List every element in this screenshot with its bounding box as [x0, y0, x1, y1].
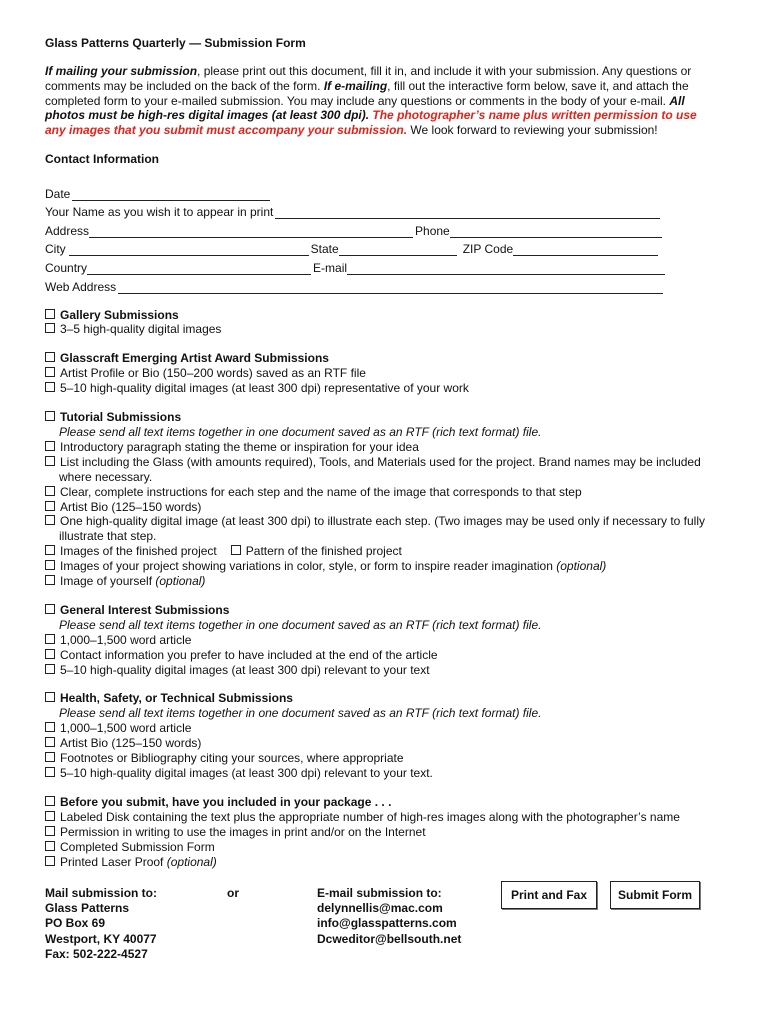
- health-heading: Health, Safety, or Technical Submissions: [60, 691, 293, 706]
- tutorial-item: Introductory paragraph stating the theme or inspiration for your idea: [60, 439, 419, 454]
- tutorial-item-checkbox[interactable]: [45, 441, 55, 451]
- tutorial-item-checkbox[interactable]: [45, 575, 55, 585]
- tutorial-item-checkbox[interactable]: [45, 501, 55, 511]
- general-item: Contact information you prefer to have included at the end of the article: [60, 647, 438, 662]
- tutorial-item-checkbox[interactable]: [45, 560, 55, 570]
- web-field[interactable]: [118, 281, 663, 294]
- gallery-item-checkbox[interactable]: [45, 323, 55, 333]
- tutorial-item-checkbox[interactable]: [45, 515, 55, 525]
- email-address-link[interactable]: Dcweditor@bellsouth.net: [317, 931, 462, 946]
- gallery-checkbox[interactable]: [45, 309, 55, 319]
- health-note: Please send all text items together in one document saved as an RTF (rich text format) file.: [59, 706, 542, 721]
- tutorial-item-checkbox[interactable]: [45, 486, 55, 496]
- tutorial-note: Please send all text items together in one document saved as an RTF (rich text format) file.: [59, 424, 542, 439]
- form-title: Glass Patterns Quarterly — Submission Form: [45, 36, 306, 50]
- address-field[interactable]: [89, 225, 413, 238]
- city-row: [45, 238, 715, 257]
- date-field[interactable]: [72, 188, 270, 201]
- web-label: Web Address: [45, 279, 117, 294]
- mail-line: Glass Patterns: [45, 901, 130, 916]
- name-label: Your Name as you wish it to appear in print: [45, 205, 274, 220]
- tutorial-item: One high-quality digital image (at least 300 dpi) to illustrate each step. (Two images may be used only if necessary to fully: [60, 514, 705, 529]
- general-item-checkbox[interactable]: [45, 634, 55, 644]
- tutorial-item-continued: illustrate that step.: [59, 529, 157, 544]
- checklist-item: Printed Laser Proof: [60, 854, 164, 869]
- checklist-item-checkbox[interactable]: [45, 856, 55, 866]
- intro-closing: We look forward to reviewing your submission!: [407, 123, 658, 138]
- health-section: [45, 691, 715, 780]
- mail-address-block: [45, 886, 157, 962]
- health-item-checkbox[interactable]: [45, 737, 55, 747]
- email-address-block: [317, 886, 461, 947]
- tutorial-heading: Tutorial Submissions: [60, 410, 182, 425]
- checklist-section: [45, 795, 715, 870]
- tutorial-item-checkbox[interactable]: [231, 545, 241, 555]
- general-item: 5–10 high-quality digital images (at least 300 dpi) relevant to your text: [60, 662, 430, 677]
- country-label: Country: [45, 260, 88, 275]
- tutorial-item: Images of your project showing variations in color, style, or form to inspire reader imagination: [60, 559, 553, 574]
- intro-mailing-text: , please print out this document, fill it in, and include it with your submission. Any questions or comments may be included on the back of the form.: [45, 64, 692, 93]
- health-item: Footnotes or Bibliography citing your sources, where appropriate: [60, 751, 404, 766]
- health-item-checkbox[interactable]: [45, 767, 55, 777]
- glasscraft-section: [45, 351, 715, 396]
- intro-paragraph: [45, 64, 715, 138]
- tutorial-item: Pattern of the finished project: [245, 544, 402, 559]
- mail-heading: Mail submission to:: [45, 886, 158, 900]
- glasscraft-item-checkbox[interactable]: [45, 382, 55, 392]
- email-label: E-mail: [313, 260, 348, 275]
- or-label: or: [227, 886, 239, 900]
- tutorial-item-checkbox[interactable]: [45, 456, 55, 466]
- optional-tag: (optional): [155, 574, 206, 589]
- mail-line: Fax: 502-222-4527: [45, 946, 148, 961]
- tutorial-item-continued: where necessary.: [59, 469, 153, 484]
- address-row: [45, 219, 715, 238]
- footer: [45, 883, 715, 973]
- checklist-item-checkbox[interactable]: [45, 826, 55, 836]
- optional-tag: (optional): [166, 854, 217, 869]
- phone-label: Phone: [415, 223, 450, 238]
- general-item: 1,000–1,500 word article: [60, 632, 192, 647]
- intro-permission-note: The photographer’s name plus written permission to use any images that you submit must accompany your submission.: [45, 108, 697, 138]
- tutorial-item: List including the Glass (with amounts required), Tools, and Materials used for the project. Brand names may be included: [60, 454, 701, 469]
- general-item-checkbox[interactable]: [45, 649, 55, 659]
- tutorial-item: Images of the finished project: [60, 544, 217, 559]
- tutorial-checkbox[interactable]: [45, 411, 55, 421]
- general-heading: General Interest Submissions: [60, 602, 230, 617]
- general-item-checkbox[interactable]: [45, 664, 55, 674]
- general-note: Please send all text items together in one document saved as an RTF (rich text format) file.: [59, 617, 542, 632]
- submission-form: [45, 36, 715, 869]
- contact-heading: Contact Information: [45, 151, 159, 166]
- tutorial-item: Artist Bio (125–150 words): [60, 499, 202, 514]
- date-label: Date: [45, 186, 71, 201]
- mail-line: PO Box 69: [45, 916, 106, 931]
- checklist-heading: Before you submit, have you included in your package . . .: [60, 794, 392, 809]
- tutorial-section: [45, 410, 715, 589]
- checklist-item: Permission in writing to use the images in print and/or on the Internet: [60, 824, 426, 839]
- health-checkbox[interactable]: [45, 692, 55, 702]
- intro-mailing-lead: If mailing your submission: [45, 64, 198, 78]
- tutorial-item: Clear, complete instructions for each step and the name of the image that corresponds to that step: [60, 484, 582, 499]
- tutorial-item-checkbox[interactable]: [45, 545, 55, 555]
- email-address-link[interactable]: info@glasspatterns.com: [317, 916, 457, 931]
- zip-field[interactable]: [513, 243, 658, 256]
- health-item: Artist Bio (125–150 words): [60, 736, 202, 751]
- general-section: [45, 603, 715, 678]
- general-checkbox[interactable]: [45, 604, 55, 614]
- intro-photo-requirement: All photos must be high-res digital images (at least 300 dpi).: [45, 93, 685, 123]
- intro-emailing-text: , fill out the interactive form below, save it, and attach the completed form to your e-mailed submission. You may include any questions or comments in the body of your e-mail.: [45, 78, 689, 108]
- checklist-item: Labeled Disk containing the text plus the appropriate number of high-res images along with the photographer’s name: [60, 809, 680, 824]
- city-label: City: [45, 242, 66, 257]
- city-field[interactable]: [69, 243, 309, 256]
- date-row: [45, 182, 715, 201]
- web-row: [45, 275, 715, 294]
- submit-form-button[interactable]: Submit Form: [610, 881, 700, 909]
- health-item: 5–10 high-quality digital images (at least 300 dpi) relevant to your text.: [60, 766, 433, 781]
- phone-field[interactable]: [450, 225, 662, 238]
- gallery-heading: Gallery Submissions: [60, 307, 179, 322]
- health-item: 1,000–1,500 word article: [60, 721, 192, 736]
- checklist-item: Completed Submission Form: [60, 839, 215, 854]
- country-field[interactable]: [87, 262, 311, 275]
- state-field[interactable]: [339, 243, 457, 256]
- optional-tag: (optional): [556, 559, 607, 574]
- name-field[interactable]: [275, 206, 660, 219]
- tutorial-item: Image of yourself: [60, 574, 153, 589]
- zip-label: ZIP Code: [462, 242, 514, 257]
- mail-line: Westport, KY 40077: [45, 931, 157, 946]
- state-label: State: [310, 242, 339, 257]
- email-field[interactable]: [347, 262, 665, 275]
- address-label: Address: [45, 223, 90, 238]
- email-address-link[interactable]: delynnellis@mac.com: [317, 901, 443, 916]
- checklist-item-checkbox[interactable]: [45, 841, 55, 851]
- glasscraft-item: Artist Profile or Bio (150–200 words) saved as an RTF file: [60, 366, 366, 381]
- print-and-fax-button[interactable]: Print and Fax: [501, 881, 597, 909]
- email-heading: E-mail submission to:: [317, 886, 442, 900]
- glasscraft-item-checkbox[interactable]: [45, 367, 55, 377]
- glasscraft-checkbox[interactable]: [45, 352, 55, 362]
- checklist-checkbox[interactable]: [45, 796, 55, 806]
- glasscraft-heading: Glasscraft Emerging Artist Award Submissions: [60, 351, 329, 366]
- intro-emailing-lead: If e-mailing: [323, 78, 388, 93]
- name-row: [45, 201, 715, 220]
- health-item-checkbox[interactable]: [45, 722, 55, 732]
- gallery-item: 3–5 high-quality digital images: [60, 322, 222, 337]
- checklist-item-checkbox[interactable]: [45, 811, 55, 821]
- health-item-checkbox[interactable]: [45, 752, 55, 762]
- country-row: [45, 256, 715, 275]
- gallery-section: [45, 308, 715, 338]
- glasscraft-item: 5–10 high-quality digital images (at least 300 dpi) representative of your work: [60, 381, 469, 396]
